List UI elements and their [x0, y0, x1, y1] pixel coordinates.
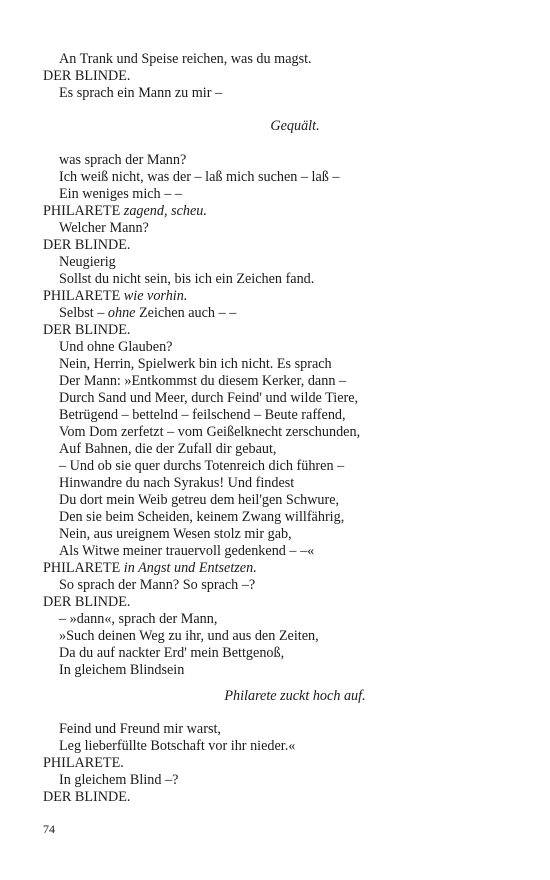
verse-text: Selbst –: [59, 305, 108, 321]
speaker-name: DER BLINDE.: [43, 789, 131, 805]
verse-line: – »dann«, sprach der Mann,: [59, 611, 218, 627]
verse-line: Auf Bahnen, die der Zufall dir gebaut,: [59, 441, 277, 457]
stage-direction-1: [0, 118, 550, 135]
speaker-name: DER BLINDE.: [43, 594, 131, 610]
text-block-2: [43, 152, 513, 679]
stage-direction-2: [0, 688, 550, 705]
verse-line: In gleichem Blindsein: [59, 662, 185, 678]
verse-line: Leg lieberfüllte Botschaft vor ihr nieder.«: [59, 738, 296, 754]
verse-line: Hinwandre du nach Syrakus! Und findest: [59, 475, 295, 491]
verse-line: In gleichem Blind –?: [59, 772, 179, 788]
verse-line: Da du auf nackter Erd' mein Bettgenoß,: [59, 645, 285, 661]
speaker-name: PHILARETE: [43, 288, 121, 304]
speaker-name: DER BLINDE.: [43, 322, 131, 338]
verse-line: Durch Sand und Meer, durch Feind' und wilde Tiere,: [59, 390, 359, 406]
text-block-3: [43, 721, 513, 806]
verse-text: Zeichen auch – –: [135, 305, 237, 321]
speaker-line: [43, 755, 513, 772]
speaker-name: PHILARETE: [43, 560, 121, 576]
verse-line: Nein, aus ureignem Wesen stolz mir gab,: [59, 526, 292, 542]
verse-line: Feind und Freund mir warst,: [59, 721, 221, 737]
speaker-name: PHILARETE.: [43, 755, 124, 771]
verse-line: Welcher Mann?: [59, 220, 149, 236]
verse-line: Sollst du nicht sein, bis ich ein Zeichen fand.: [59, 271, 315, 287]
verse-line: Vom Dom zerfetzt – vom Geißelknecht zerschunden,: [59, 424, 361, 440]
verse-line: Den sie beim Scheiden, keinem Zwang willfährig,: [59, 509, 345, 525]
verse-line: Der Mann: »Entkommst du diesem Kerker, dann –: [59, 373, 347, 389]
verse-line: Es sprach ein Mann zu mir –: [59, 85, 223, 101]
speaker-line: [43, 789, 513, 806]
speaker-name: DER BLINDE.: [43, 237, 131, 253]
verse-line: was sprach der Mann?: [59, 152, 187, 168]
speaker-line: [43, 288, 513, 305]
verse-line: Betrügend – bettelnd – feilschend – Beute raffend,: [59, 407, 346, 423]
stage-direction-text: Gequält.: [270, 118, 320, 134]
verse-line: An Trank und Speise reichen, was du magst.: [59, 51, 312, 67]
speaker-name: PHILARETE: [43, 203, 121, 219]
verse-line: Nein, Herrin, Spielwerk bin ich nicht. Es sprach: [59, 356, 332, 372]
verse-line: [43, 305, 513, 322]
page-number: 74: [43, 822, 55, 836]
speaker-line: [43, 68, 513, 85]
speaker-line: [43, 203, 513, 220]
verse-line: So sprach der Mann? So sprach –?: [59, 577, 256, 593]
text-block-1: [43, 51, 513, 102]
verse-line: Du dort mein Weib getreu dem heil'gen Schwure,: [59, 492, 340, 508]
speaker-line: [43, 560, 513, 577]
verse-line: »Such deinen Weg zu ihr, und aus den Zeiten,: [59, 628, 319, 644]
speaker-name: DER BLINDE.: [43, 68, 131, 84]
speaker-direction: in Angst und Entsetzen.: [123, 560, 257, 576]
verse-line: Neugierig: [59, 254, 116, 270]
verse-emphasis: ohne: [107, 305, 136, 321]
verse-line: Als Witwe meiner trauervoll gedenkend – –«: [59, 543, 315, 559]
verse-line: Ein weniges mich – –: [59, 186, 182, 202]
speaker-line: [43, 237, 513, 254]
speaker-direction: zagend, scheu.: [123, 203, 207, 219]
speaker-line: [43, 322, 513, 339]
verse-line: Und ohne Glauben?: [59, 339, 173, 355]
verse-line: – Und ob sie quer durchs Totenreich dich führen –: [59, 458, 345, 474]
stage-direction-text: Philarete zuckt hoch auf.: [224, 688, 366, 704]
speaker-line: [43, 594, 513, 611]
speaker-direction: wie vorhin.: [123, 288, 188, 304]
verse-line: Ich weiß nicht, was der – laß mich suchen – laß –: [59, 169, 340, 185]
